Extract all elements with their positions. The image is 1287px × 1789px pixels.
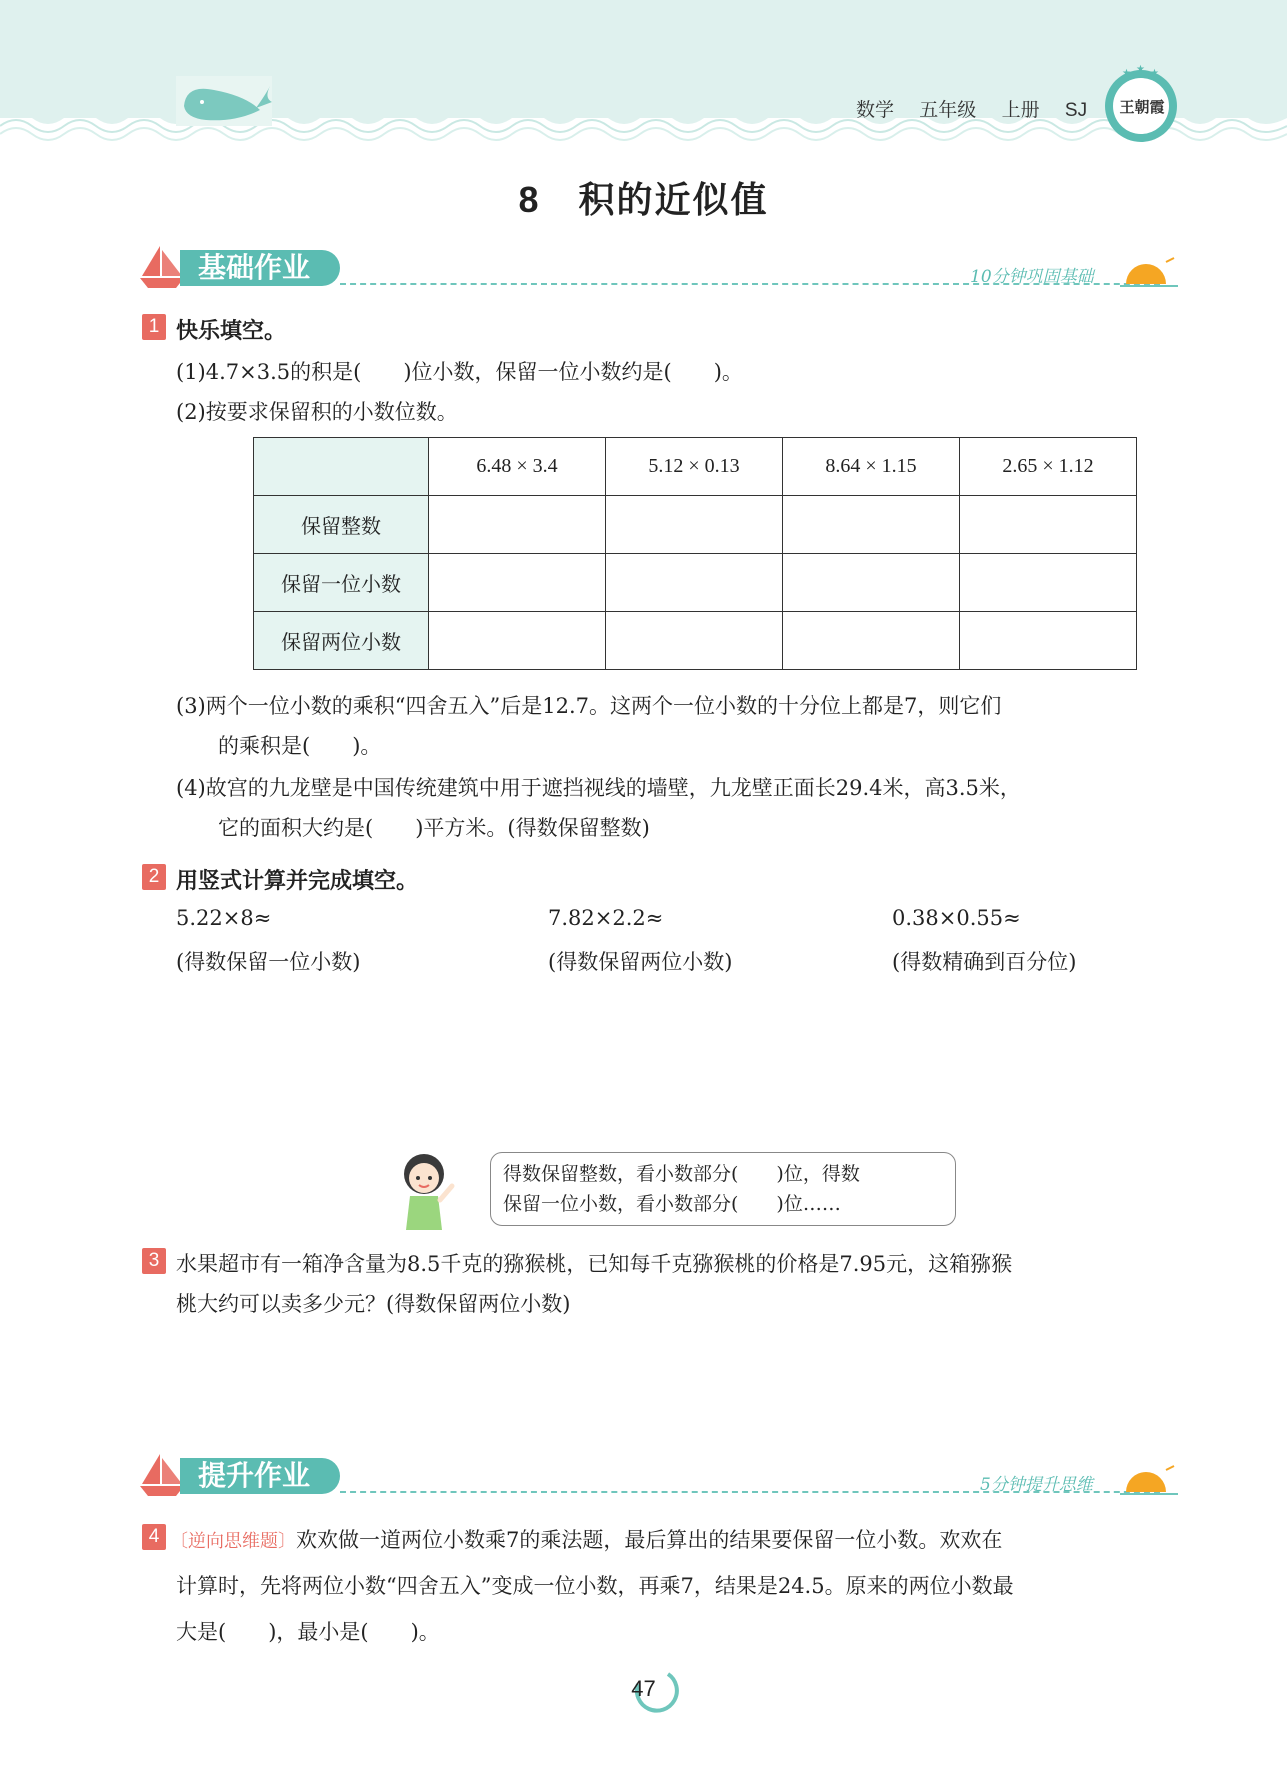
calc-item-2-expr: 7.82×2.2≈ [548, 906, 664, 930]
question-1-part-3-line-2: 的乘积是( )。 [218, 734, 382, 758]
answer-cell[interactable] [783, 554, 960, 612]
rounding-table [253, 437, 1137, 670]
header-wave-band [0, 0, 1287, 150]
answer-cell[interactable] [429, 612, 606, 670]
answer-cell[interactable] [429, 554, 606, 612]
table-col-header: 2.65 × 1.12 [960, 438, 1137, 496]
question-1-part-2: (2)按要求保留积的小数位数。 [176, 400, 458, 424]
table-col-header: 5.12 × 0.13 [606, 438, 783, 496]
table-row-header: 保留两位小数 [254, 612, 429, 670]
answer-cell[interactable] [429, 496, 606, 554]
calc-item-2-note: (得数保留两位小数) [548, 950, 733, 974]
table-row-header: 保留一位小数 [254, 554, 429, 612]
question-1-part-3-line-1: (3)两个一位小数的乘积“四舍五入”后是12.7。这两个一位小数的十分位上都是7，则它们 [176, 694, 1002, 718]
tip-line-2: 保留一位小数，看小数部分( )位…… [503, 1193, 841, 1215]
sunrise-icon [1120, 1462, 1178, 1500]
question-1-number: 1 [142, 314, 166, 340]
svg-text:★: ★ [1150, 68, 1159, 79]
question-1-part-4-line-2: 它的面积大约是( )平方米。(得数保留整数) [218, 816, 650, 840]
answer-cell[interactable] [960, 496, 1137, 554]
logo-text: 王朝霞 [1119, 98, 1165, 116]
girl-character-illustration [396, 1148, 458, 1234]
question-4-line-1 [170, 1524, 1002, 1554]
question-1-heading: 快乐填空。 [176, 318, 287, 343]
header-grade: 五年级 [919, 100, 977, 121]
header-subject: 数学 [856, 100, 895, 121]
table-col-header: 8.64 × 1.15 [783, 438, 960, 496]
calc-item-3-expr: 0.38×0.55≈ [892, 906, 1021, 930]
answer-cell[interactable] [783, 612, 960, 670]
section-basic-timer: 10分钟巩固基础 [970, 267, 1094, 287]
reverse-thinking-tag: 〔逆向思维题〕 [170, 1531, 296, 1552]
question-3-line-1: 水果超市有一箱净含量为8.5千克的猕猴桃，已知每千克猕猴桃的价格是7.95元，这箱猕猴 [176, 1252, 1013, 1276]
question-4-line-2: 计算时，先将两位小数“四舍五入”变成一位小数，再乘7，结果是24.5。原来的两位小数最 [176, 1574, 1014, 1598]
svg-text:★: ★ [1136, 64, 1145, 75]
header-meta [856, 95, 1107, 122]
calc-item-1-expr: 5.22×8≈ [176, 906, 272, 930]
sailboat-icon [138, 244, 186, 290]
tip-speech-bubble [490, 1152, 956, 1226]
question-4-line-1-text: 欢欢做一道两位小数乘7的乘法题，最后算出的结果要保留一位小数。欢欢在 [296, 1528, 1003, 1552]
svg-text:★: ★ [1122, 68, 1131, 79]
section-advanced-label: 提升作业 [180, 1458, 340, 1494]
section-basic-label: 基础作业 [180, 250, 340, 286]
table-row [254, 496, 1137, 554]
brand-logo [1100, 62, 1182, 144]
table-row [254, 612, 1137, 670]
table-row-header: 保留整数 [254, 496, 429, 554]
question-2-number: 2 [142, 864, 166, 890]
question-4-number: 4 [142, 1524, 166, 1550]
whale-icon [176, 76, 272, 126]
table-corner-cell [254, 438, 429, 496]
header-volume: 上册 [1001, 100, 1040, 121]
question-4-line-3: 大是( )，最小是( )。 [176, 1620, 440, 1644]
answer-cell[interactable] [960, 554, 1137, 612]
question-2-heading: 用竖式计算并完成填空。 [176, 868, 419, 893]
sailboat-icon [138, 1452, 186, 1498]
table-row [254, 554, 1137, 612]
answer-cell[interactable] [960, 612, 1137, 670]
table-col-header: 6.48 × 3.4 [429, 438, 606, 496]
table-header-row [254, 438, 1137, 496]
answer-cell[interactable] [783, 496, 960, 554]
answer-cell[interactable] [606, 554, 783, 612]
answer-cell[interactable] [606, 496, 783, 554]
page-number: 47 [631, 1676, 656, 1701]
sunrise-icon [1120, 254, 1178, 292]
tip-line-1: 得数保留整数，看小数部分( )位，得数 [503, 1163, 860, 1185]
answer-cell[interactable] [606, 612, 783, 670]
section-advanced-timer: 5分钟提升思维 [980, 1475, 1093, 1495]
calc-item-1-note: (得数保留一位小数) [176, 950, 361, 974]
question-3-line-2: 桃大约可以卖多少元？(得数保留两位小数) [176, 1292, 571, 1316]
page-title: 8 积的近似值 [518, 179, 769, 220]
question-3-number: 3 [142, 1248, 166, 1274]
question-1-part-4-line-1: (4)故宫的九龙壁是中国传统建筑中用于遮挡视线的墙壁，九龙壁正面长29.4米，高3.5米， [176, 776, 1021, 800]
question-1-part-1: (1)4.7×3.5的积是( )位小数，保留一位小数约是( )。 [176, 360, 743, 384]
calc-item-3-note: (得数精确到百分位) [892, 950, 1077, 974]
header-edition: SJ [1064, 100, 1088, 121]
